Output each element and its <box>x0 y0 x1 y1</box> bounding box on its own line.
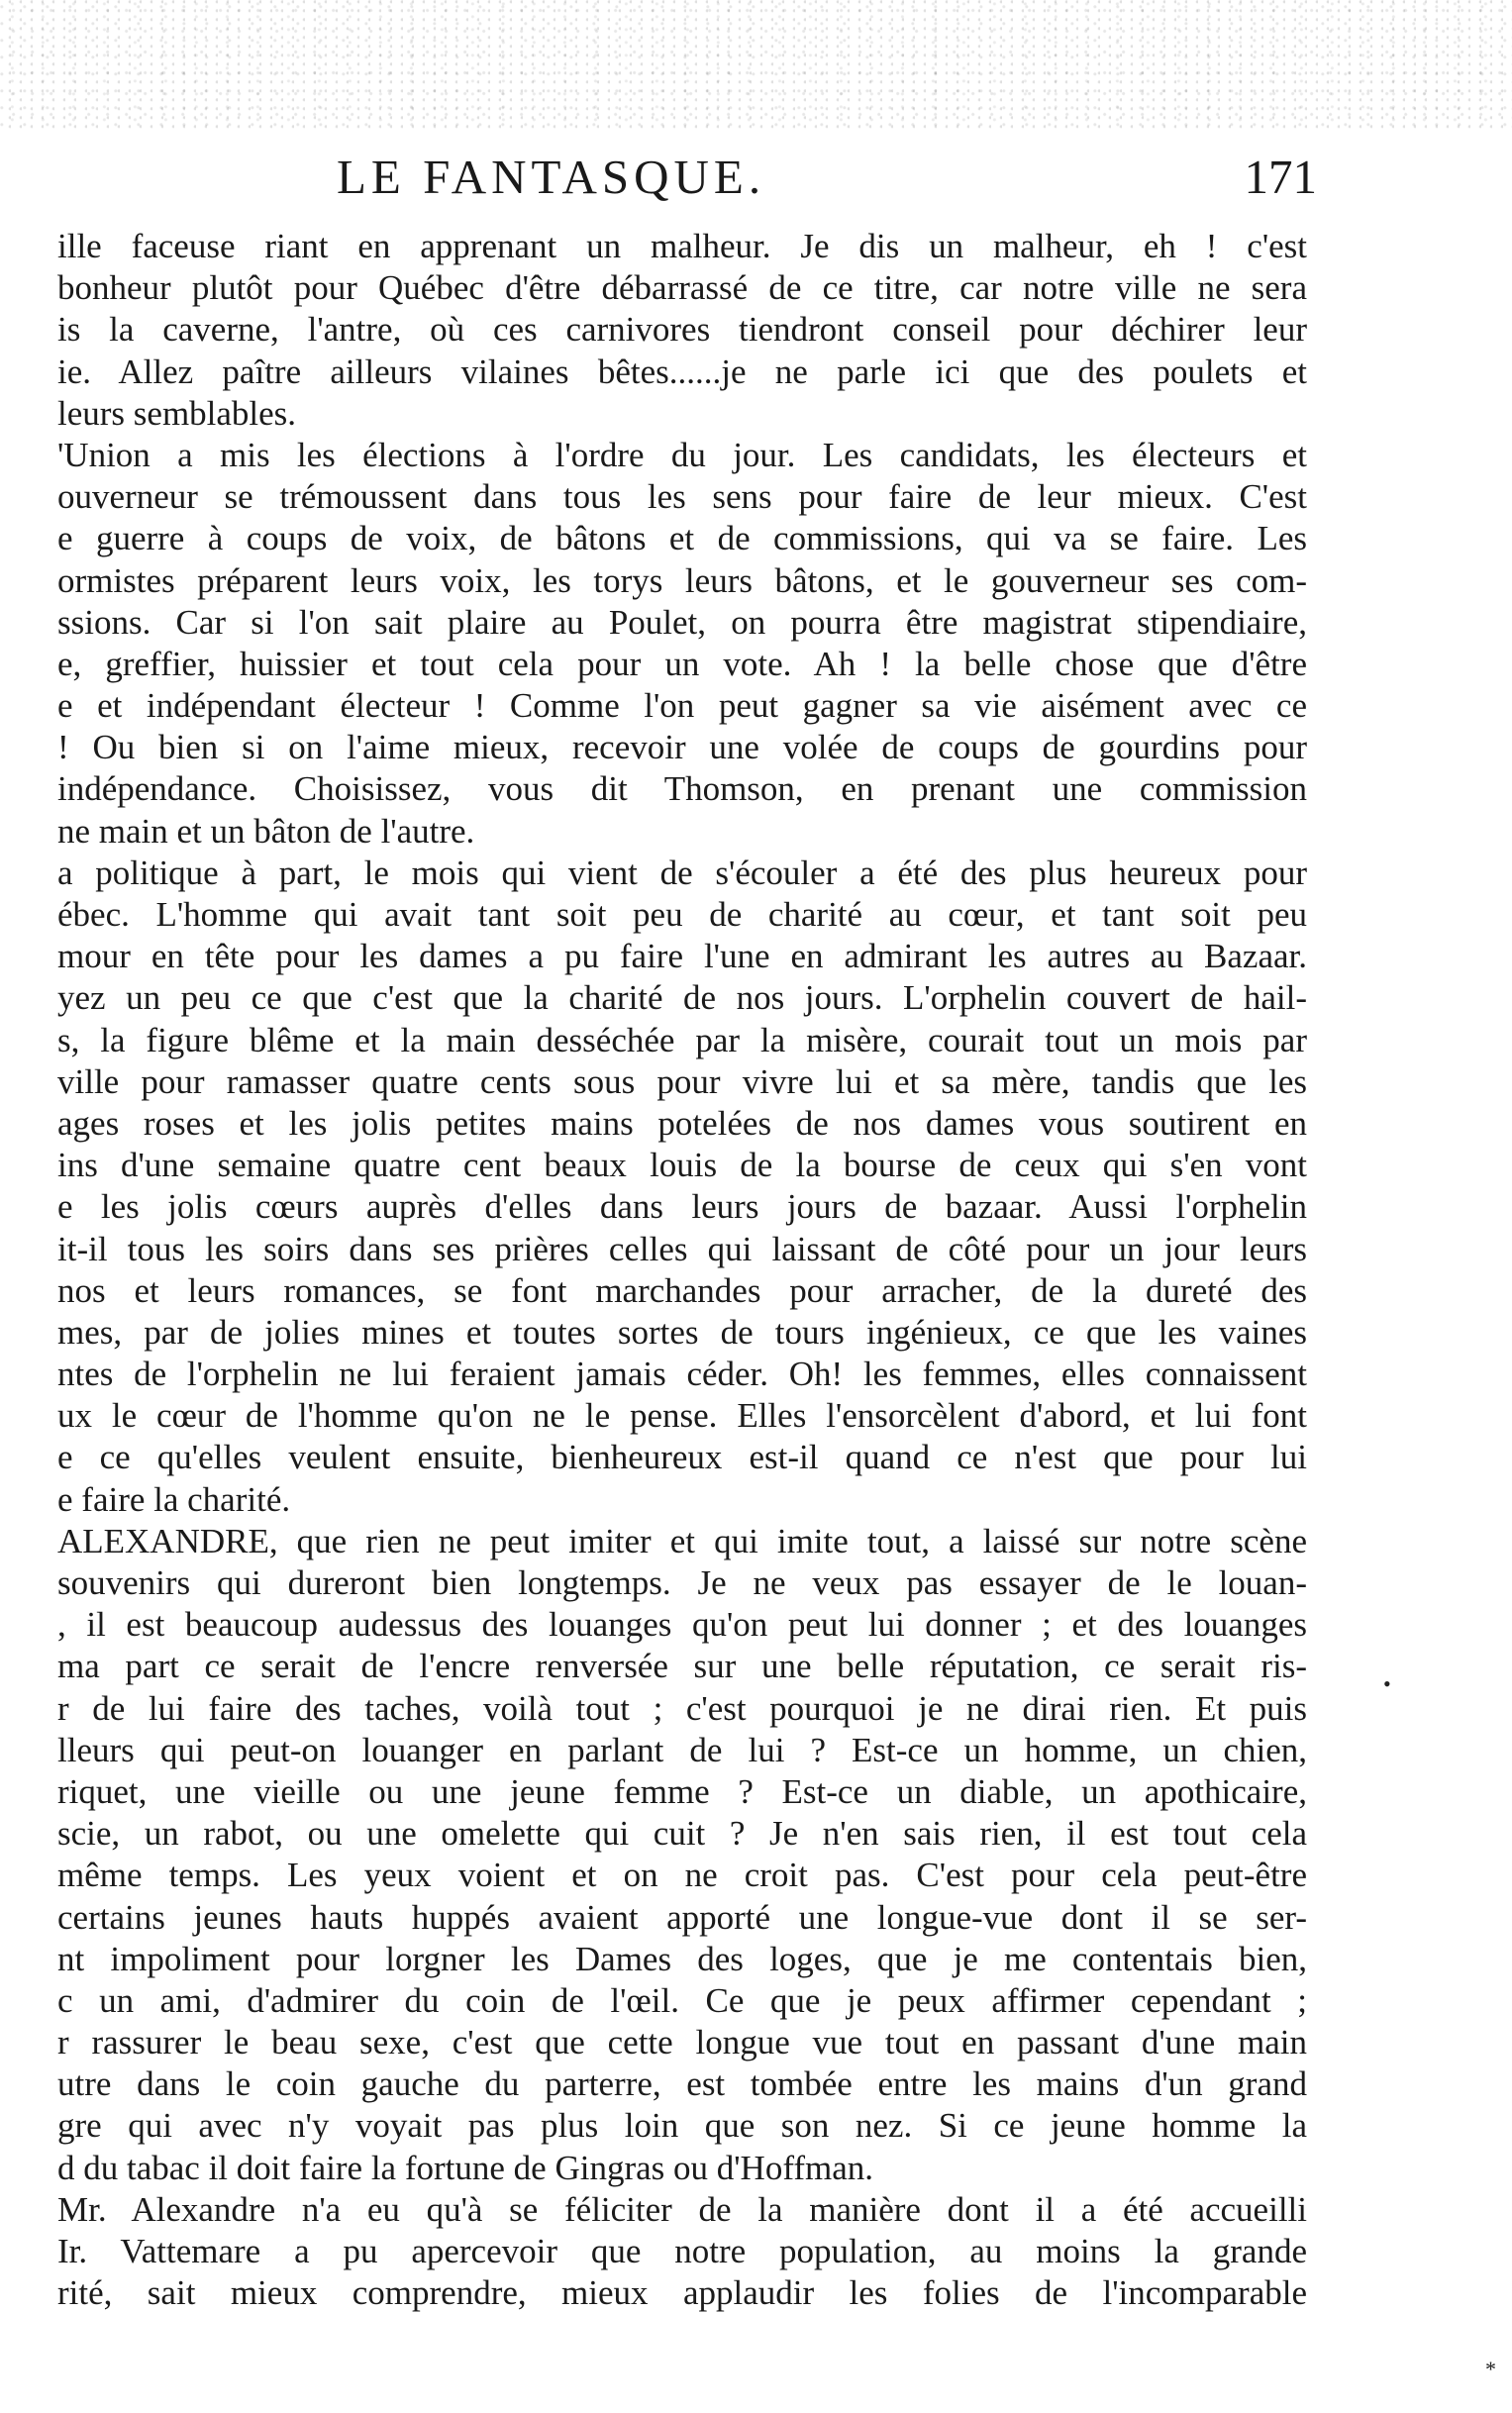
text-line: r de lui faire des taches, voilà tout ; c'est pourquoi je ne dirai rien. Et puis <box>57 1688 1307 1728</box>
text-line: e faire la charité. <box>57 1479 291 1519</box>
text-line: ALEXANDRE, que rien ne peut imiter et qui imite tout, a laissé sur notre scène <box>57 1521 1307 1560</box>
stray-mark: • <box>1383 1671 1391 1696</box>
text-line: r rassurer le beau sexe, c'est que cette longue vue tout en passant d'une main <box>57 2023 1307 2062</box>
text-line: ins d'une semaine quatre cent beaux louis de la bourse de ceux qui s'en vont <box>57 1146 1307 1185</box>
text-line: 'Union a mis les élections à l'ordre du jour. Les candidats, les électeurs et <box>57 435 1307 474</box>
text-line: ux le cœur de l'homme qu'on ne le pense. Elles l'ensorcèlent d'abord, et lui font <box>57 1396 1307 1436</box>
text-line: scie, un rabot, ou une omelette qui cuit ? Je n'en sais rien, il est tout cela <box>57 1814 1307 1854</box>
text-line: e, greffier, huissier et tout cela pour un vote. Ah ! la belle chose que d'être <box>57 644 1307 683</box>
text-line: ssions. Car si l'on sait plaire au Poulet, on pourra être magistrat stipendiaire, <box>57 602 1307 642</box>
text-line: c un ami, d'admirer du coin de l'œil. Ce que je peux affirmer cependant ; <box>57 1980 1307 2020</box>
text-line: is la caverne, l'antre, où ces carnivores tiendront conseil pour déchirer leur <box>57 310 1307 350</box>
text-line: nos et leurs romances, se font marchandes pour arracher, de la dureté des <box>57 1270 1307 1310</box>
text-line: ie. Allez paître ailleurs vilaines bêtes......je ne parle ici que des poulets et <box>57 352 1307 391</box>
text-line: ormistes préparent leurs voix, les torys leurs bâtons, et le gouverneur ses com- <box>57 560 1307 600</box>
text-line: ntes de l'orphelin ne lui feraient jamais céder. Oh! les femmes, elles connaissent <box>57 1355 1307 1394</box>
text-line: Mr. Alexandre n'a eu qu'à se féliciter de la manière dont il a été accueilli <box>57 2189 1307 2229</box>
text-line: e et indépendant électeur ! Comme l'on peut gagner sa vie aisément avec ce <box>57 686 1307 726</box>
text-line: bonheur plutôt pour Québec d'être débarrassé de ce titre, car notre ville ne sera <box>57 268 1307 308</box>
text-line: , il est beaucoup audessus des louanges qu'on peut lui donner ; et des louanges <box>57 1605 1307 1645</box>
text-line: gre qui avec n'y voyait pas plus loin que son nez. Si ce jeune homme la <box>57 2106 1307 2146</box>
text-line: même temps. Les yeux voient et on ne croit pas. C'est pour cela peut-être <box>57 1856 1307 1895</box>
page-header <box>297 149 1317 208</box>
text-line: mes, par de jolies mines et toutes sortes de tours ingénieux, ce que les vaines <box>57 1312 1307 1352</box>
text-line: nt impoliment pour lorgner les Dames des loges, que je me contentais bien, <box>57 1939 1307 1978</box>
text-line: ma part ce serait de l'encre renversée sur une belle réputation, ce serait ris- <box>57 1647 1307 1686</box>
text-line: yez un peu ce que c'est que la charité de nos jours. L'orphelin couvert de hail- <box>57 978 1307 1018</box>
text-line: e guerre à coups de voix, de bâtons et de commissions, qui va se faire. Les <box>57 519 1307 558</box>
text-line: certains jeunes hauts huppés avaient apporté une longue-vue dont il se ser- <box>57 1897 1307 1937</box>
text-line: lleurs qui peut-on louanger en parlant de lui ? Est-ce un homme, un chien, <box>57 1730 1307 1769</box>
page-number: 171 <box>1244 150 1317 204</box>
text-line: mour en tête pour les dames a pu faire l'une en admirant les autres au Bazaar. <box>57 937 1307 976</box>
text-line: ! Ou bien si on l'aime mieux, recevoir une volée de coups de gourdins pour <box>57 728 1307 767</box>
text-line: ages roses et les jolis petites mains potelées de nos dames vous soutirent en <box>57 1103 1307 1143</box>
text-line: d du tabac il doit faire la fortune de Gingras ou d'Hoffman. <box>57 2148 874 2187</box>
text-line: it-il tous les soirs dans ses prières celles qui laissant de côté pour un jour leurs <box>57 1229 1307 1268</box>
text-line: leurs semblables. <box>57 393 297 433</box>
text-line: indépendance. Choisissez, vous dit Thomson, en prenant une commission <box>57 769 1307 809</box>
text-line: e ce qu'elles veulent ensuite, bienheureux est-il quand ce n'est que pour lui <box>57 1438 1307 1477</box>
text-line: ébec. L'homme qui avait tant soit peu de charité au cœur, et tant soit peu <box>57 895 1307 934</box>
running-title: LE FANTASQUE. <box>337 150 766 204</box>
text-line: riquet, une vieille ou une jeune femme ? Est-ce un diable, un apothicaire, <box>57 1771 1307 1811</box>
text-line: ouverneur se trémoussent dans tous les sens pour faire de leur mieux. C'est <box>57 477 1307 517</box>
body-text <box>57 226 1307 2314</box>
text-line: s, la figure blême et la main desséchée par la misère, courait tout un mois par <box>57 1020 1307 1059</box>
text-line: ville pour ramasser quatre cents sous pour vivre lui et sa mère, tandis que les <box>57 1061 1307 1101</box>
text-line: a politique à part, le mois qui vient de s'écouler a été des plus heureux pour <box>57 853 1307 892</box>
text-line: souvenirs qui dureront bien longtemps. Je ne veux pas essayer de le louan- <box>57 1563 1307 1602</box>
text-line: Ir. Vattemare a pu apercevoir que notre population, au moins la grande <box>57 2232 1307 2270</box>
scan-noise <box>0 0 1512 129</box>
text-line: rité, sait mieux comprendre, mieux applaudir les folies de l'incomparable <box>57 2273 1307 2313</box>
stray-mark: * <box>1485 2357 1496 2381</box>
text-line: ne main et un bâton de l'autre. <box>57 811 475 851</box>
text-line: ille faceuse riant en apprenant un malheur. Je dis un malheur, eh ! c'est <box>57 227 1307 265</box>
text-line: e les jolis cœurs auprès d'elles dans leurs jours de bazaar. Aussi l'orphelin <box>57 1187 1307 1227</box>
text-line: utre dans le coin gauche du parterre, est tombée entre les mains d'un grand <box>57 2064 1307 2104</box>
